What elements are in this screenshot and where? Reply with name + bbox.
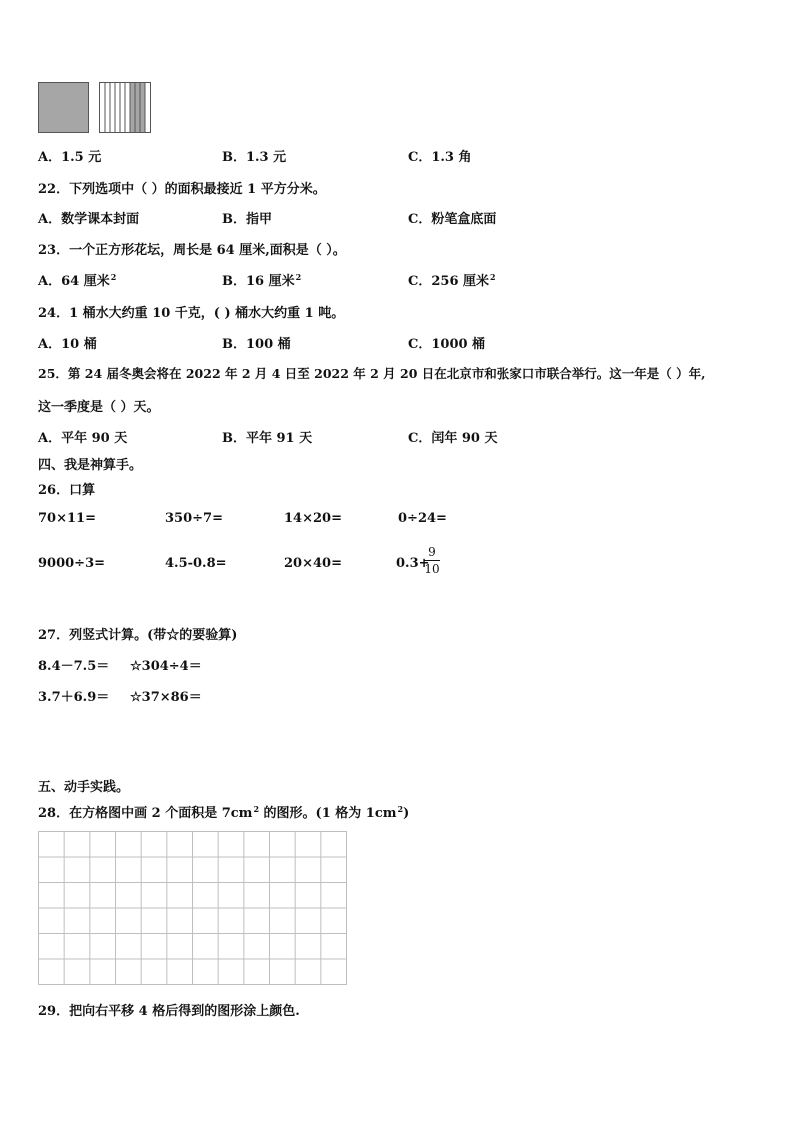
square-grid-svg (38, 831, 347, 985)
q24-option-c: C．1000 桶 (408, 337, 486, 352)
q26-r1-c4: 0÷24= (398, 511, 447, 526)
fraction (424, 545, 440, 576)
q27-r2-c1: 3.7＋6.9＝ (38, 690, 110, 705)
q23-option-b: B．16 厘米$^2$ (222, 271, 302, 289)
q29-text: 29．把向右平移 4 格后得到的图形涂上颜色. (38, 1004, 300, 1019)
section-5-title: 五、动手实践。 (38, 780, 130, 795)
q24-option-b: B．100 桶 (222, 337, 291, 352)
q26-r1-c3: 14×20= (284, 511, 342, 526)
q22-text: 22．下列选项中（ ）的面积最接近 1 平方分米。 (38, 182, 326, 197)
q26-r1-c2: 350÷7= (165, 511, 223, 526)
square-grid[interactable] (38, 831, 347, 985)
q26-title: 26．口算 (38, 483, 96, 498)
q23-text: 23．一个正方形花坛，周长是 64 厘米,面积是（ ）。 (38, 243, 346, 258)
q24-text: 24．1 桶水大约重 10 千克，( ) 桶水大约重 1 吨。 (38, 306, 345, 321)
q24-option-a: A．10 桶 (38, 337, 97, 352)
q27-r1-c2: ☆304÷4＝ (130, 659, 202, 674)
q21-option-c: C．1.3 角 (408, 150, 472, 165)
q25-text-line1: 25．第 24 届冬奥会将在 2022 年 2 月 4 日至 2022 年 2 月 20 日在北京市和张家口市联合举行。这一年是（ ）年, (38, 366, 706, 381)
q21-option-b: B．1.3 元 (222, 150, 287, 165)
q22-option-c: C．粉笔盒底面 (408, 212, 497, 227)
q26-r2-c3: 20×40= (284, 556, 342, 571)
q27-r1-c1: 8.4－7.5＝ (38, 659, 110, 674)
q28-text: 28．在方格图中画 2 个面积是 $7cm^2$ 的图形。(1 格为 $1cm^2$) (38, 803, 410, 821)
q26-r1-c1: 70×11= (38, 511, 96, 526)
q21-option-a: A．1.5 元 (38, 150, 102, 165)
q22-option-a: A．数学课本封面 (38, 212, 140, 227)
q23-option-a: A．64 厘米$^2$ (38, 271, 117, 289)
striped-square-figure (99, 82, 151, 133)
fraction-numerator: 9 (428, 545, 436, 559)
q22-option-b: B．指甲 (222, 212, 272, 227)
shaded-square-figure (38, 82, 89, 133)
q26-r2-c1: 9000÷3= (38, 556, 106, 571)
q25-option-b: B．平年 91 天 (222, 431, 313, 446)
q27-title: 27．列竖式计算。(带☆的要验算) (38, 628, 238, 643)
fraction-bar (424, 560, 440, 561)
q26-r2-c2: 4.5-0.8= (165, 556, 227, 571)
q25-option-a: A．平年 90 天 (38, 431, 128, 446)
fraction-denominator: 10 (424, 562, 440, 576)
section-4-title: 四、我是神算手。 (38, 458, 143, 473)
q25-text-line2: 这一季度是（ ）天。 (38, 400, 160, 415)
striped-square-svg (100, 83, 150, 132)
q25-option-c: C．闰年 90 天 (408, 431, 498, 446)
q26-r2-c4: 0.3+ (396, 556, 430, 571)
q27-r2-c2: ☆37×86＝ (130, 690, 202, 705)
q23-option-c: C．256 厘米$^2$ (408, 271, 496, 289)
